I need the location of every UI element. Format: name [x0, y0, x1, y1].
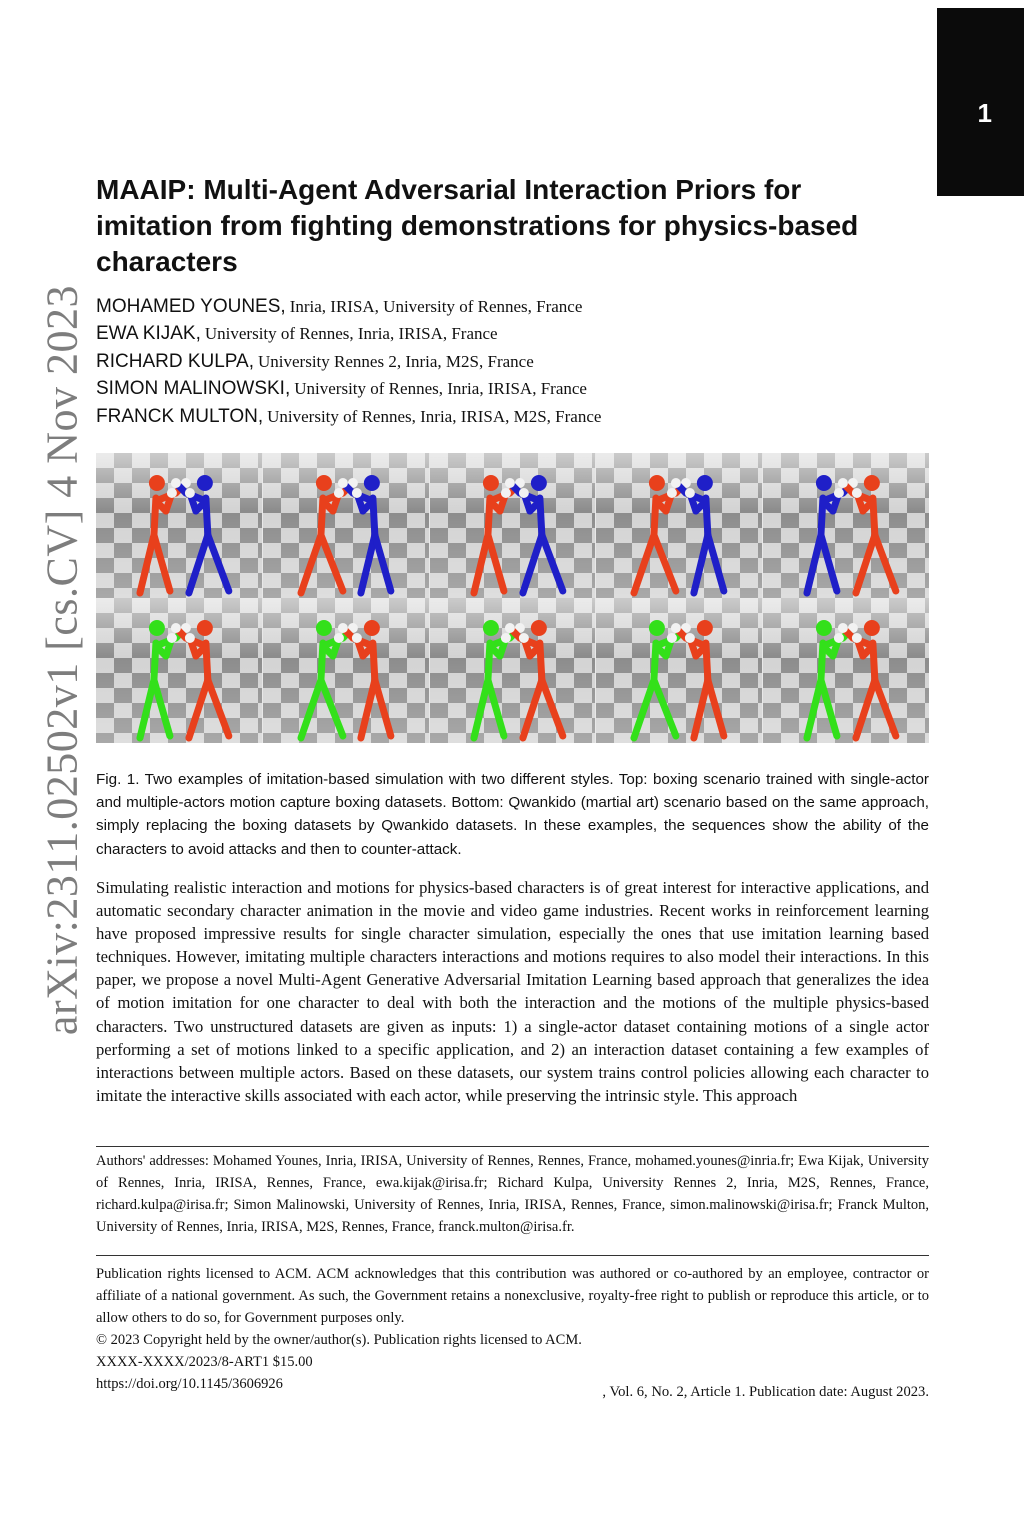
- footnote-divider: [96, 1146, 929, 1147]
- figure-1-simulation-frames: [96, 453, 929, 743]
- author-entry: [96, 348, 936, 375]
- simulation-frame: [263, 453, 430, 598]
- simulation-frame: [263, 598, 430, 743]
- journal-footer: , Vol. 6, No. 2, Article 1. Publication date: August 2023.: [602, 1384, 929, 1400]
- author-entry: [96, 403, 936, 430]
- author-affiliation: University of Rennes, Inria, IRISA, M2S, France: [267, 406, 602, 426]
- arxiv-identifier-stamp: arXiv:2311.02502v1 [cs.CV] 4 Nov 2023: [37, 284, 87, 1036]
- author-affiliation: University of Rennes, Inria, IRISA, France: [294, 379, 587, 399]
- simulation-frame: [763, 453, 929, 598]
- publication-info: [96, 1263, 929, 1395]
- abstract-text: Simulating realistic interaction and motions for physics-based characters is of great interest for interactive applications, and automatic secondary character animation in the movie and video game industries. Recent works in reinforcement learning have proposed impressive results for single character simulation, especially the ones that use imitation learning based techniques. However, imitating multiple characters interactions and motions requires to also model their interactions. In this paper, we propose a novel Multi-Agent Generative Adversarial Imitation Learning based approach that generalizes the idea of motion imitation for one character to deal with both the interaction and the motions of the multiple physics-based characters. Two unstructured datasets are given as inputs: 1) a single-actor dataset containing motions of a single actor performing a set of motions linked to a specific application, and 2) an interaction dataset containing a few examples of interactions between multiple actors. Based on these datasets, our system trains control policies allowing each character to imitate the interactive skills associated with each actor, while preserving the intrinsic style. This approach: [96, 878, 929, 1105]
- author-name: RICHARD KULPA,: [96, 350, 255, 372]
- author-affiliation: University Rennes 2, Inria, M2S, France: [258, 351, 534, 371]
- author-entry: [96, 320, 936, 347]
- figure-caption: Fig. 1. Two examples of imitation-based simulation with two different styles. Top: boxing scenario trained with single-actor and multiple-actors motion capture boxing datasets. Bottom: Qwankido (martial art) scenario based on the same approach, simply replacing the boxing datasets by Qwankido datasets. In these examples, the sequences show the ability of the characters to avoid attacks and then to counter-attack.: [96, 771, 929, 858]
- rights-divider: [96, 1255, 929, 1256]
- doi-link[interactable]: https://doi.org/10.1145/3606926: [96, 1376, 283, 1392]
- simulation-frame: [430, 598, 597, 743]
- author-entry: [96, 375, 936, 402]
- author-name: EWA KIJAK,: [96, 323, 201, 345]
- simulation-frame: [430, 453, 597, 598]
- author-affiliation: Inria, IRISA, University of Rennes, France: [289, 297, 583, 316]
- authors-addresses: [96, 1150, 929, 1238]
- paper-title: MAAIP: Multi-Agent Adversarial Interaction Priors for imitation from fighting demonstrations for physics-based characters: [96, 174, 859, 277]
- simulation-frame: [763, 598, 929, 743]
- page-number-tab: [937, 8, 1024, 196]
- author-name: SIMON MALINOWSKI,: [96, 378, 291, 400]
- author-affiliation: University of Rennes, Inria, IRISA, France: [204, 324, 498, 344]
- author-entry: [96, 293, 936, 320]
- price-code: XXXX-XXXX/2023/8-ART1 $15.00: [96, 1354, 313, 1370]
- simulation-frame: [96, 598, 263, 743]
- simulation-frame: [596, 598, 763, 743]
- author-list: [96, 293, 936, 430]
- author-name: FRANCK MULTON,: [96, 405, 264, 427]
- simulation-frame: [96, 453, 263, 598]
- author-name: MOHAMED YOUNES,: [96, 296, 286, 317]
- qwankido-frames-row: [96, 598, 929, 743]
- copyright-line: © 2023 Copyright held by the owner/author(s). Publication rights licensed to ACM.: [96, 1332, 582, 1348]
- page-number: 1: [977, 98, 992, 128]
- simulation-frame: [596, 453, 763, 598]
- boxing-frames-row: [96, 453, 929, 598]
- publication-rights: Publication rights licensed to ACM. ACM acknowledges that this contribution was authored or co-authored by an employee, contractor or affiliate of a national government. As such, the Government retains a nonexclusive, royalty-free right to publish or reproduce this article, or to allow others to do so, for Government purposes only.: [96, 1266, 929, 1326]
- authors-addresses-text: Authors' addresses: Mohamed Younes, Inria, IRISA, University of Rennes, Rennes, France, mohamed.younes@inria.fr; Ewa Kijak, University of Rennes, Inria, IRISA, Rennes, France, ewa.kijak@irisa.fr; Richard Kulpa, University Rennes 2, Inria, M2S, Rennes, France, richard.kulpa@irisa.fr; Simon Malinowski, University of Rennes, Inria, IRISA, Rennes, France, simon.malinowski@irisa.fr; Franck Multon, University of Rennes, Inria, IRISA, M2S, Rennes, France, franck.multon@irisa.fr.: [96, 1153, 929, 1235]
